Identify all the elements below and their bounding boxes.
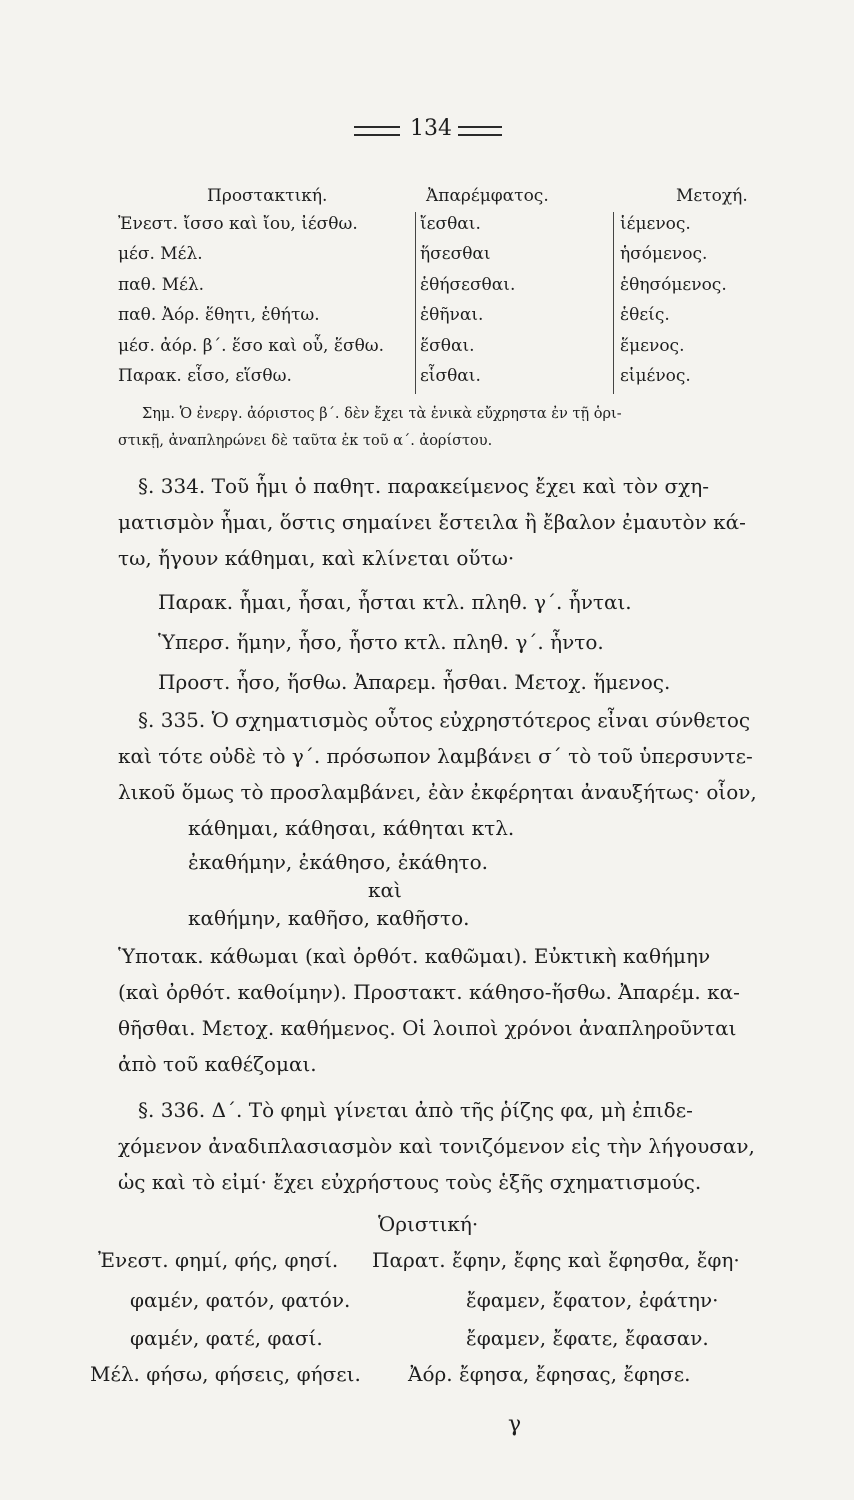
table-cell: ἱέμενος. [620,214,691,234]
table-header-infinitive: Ἀπαρέμφατος. [426,186,549,206]
header-rule-right-2 [458,134,502,136]
form-line: Ὑπερσ. ἥμην, ἧσο, ἧστο κτλ. πληθ. γ΄. ἧντο. [158,630,604,654]
form-line: Μέλ. φήσω, φήσεις, φήσει. [90,1362,361,1386]
paragraph-line: §. 336. Δ΄. Τὸ φημὶ γίνεται ἀπὸ τῆς ῥίζης φα, μὴ ἐπιδε- [138,1098,693,1122]
form-line: ἔφαμεν, ἔφατον, ἐφάτην· [466,1288,719,1312]
paragraph-line: καὶ τότε οὐδὲ τὸ γ΄. πρόσωπον λαμβάνει σ΄ τὸ τοῦ ὑπερσυντε- [118,744,753,768]
header-rule-left [354,126,400,128]
table-cell: παθ. Ἀόρ. ἕθητι, ἑθήτω. [118,305,320,325]
header-rule-left-2 [354,134,400,136]
table-cell: ἴεσθαι. [420,214,481,234]
table-cell: παθ. Μέλ. [118,275,205,295]
paragraph-line: §. 335. Ὁ σχηματισμὸς οὗτος εὐχρηστότερος εἶναι σύνθετος [138,708,751,732]
form-line: ἔφαμεν, ἔφατε, ἔφασαν. [466,1326,709,1350]
table-cell: εἷσθαι. [420,366,481,386]
paragraph-line: Ὑποτακ. κάθωμαι (καὶ ὀρθότ. καθῶμαι). Εὐκτικὴ καθήμην [118,944,711,968]
paragraph-line: ὡς καὶ τὸ εἰμί· ἔχει εὐχρήστους τοὺς ἑξῆς σχηματισμούς. [118,1170,702,1194]
subheading: Ὁριστική· [378,1212,479,1236]
column-divider-1 [415,212,416,394]
table-cell: ἕμενος. [620,336,685,356]
table-cell: ἡσόμενος. [620,244,708,264]
table-cell: μέσ. Μέλ. [118,244,203,264]
table-header-participle: Μετοχή. [676,186,748,206]
form-line: φαμέν, φατέ, φασί. [130,1326,323,1350]
note-line: στικῇ, ἀναπληρώνει δὲ ταῦτα ἐκ τοῦ α΄. ἀορίστου. [118,433,493,449]
note-line: Σημ. Ὁ ἐνεργ. ἀόριστος β΄. δὲν ἔχει τὰ ἑνικὰ εὔχρηστα ἐν τῇ ὁρι- [142,406,622,422]
table-cell: μέσ. ἀόρ. β΄. ἕσο καὶ οὗ, ἕσθω. [118,336,385,356]
table-header-imperative: Προστακτική. [207,186,328,206]
table-cell: Παρακ. εἷσο, εἵσθω. [118,366,292,386]
signature-mark: γ [508,1412,522,1437]
table-cell: εἱμένος. [620,366,691,386]
paragraph-line: χόμενον ἀναδιπλασιασμὸν καὶ τονιζόμενον εἰς τὴν λήγουσαν, [118,1134,755,1158]
paragraph-line: §. 334. Τοῦ ἧμι ὁ παθητ. παρακείμενος ἔχει καὶ τὸν σχη- [138,474,710,498]
paragraph-line: τω, ἤγουν κάθημαι, καὶ κλίνεται οὕτω· [118,546,515,570]
paragraph-line: ματισμὸν ἧμαι, ὅστις σημαίνει ἔστειλα ἢ ἔβαλον ἐμαυτὸν κά- [118,510,746,534]
form-line: καὶ [368,878,402,902]
form-line: φαμέν, φατόν, φατόν. [130,1288,351,1312]
table-cell: ἑθείς. [620,305,670,325]
form-line: Ἀόρ. ἔφησα, ἔφησας, ἔφησε. [408,1362,691,1386]
form-line: Προστ. ἧσο, ἥσθω. Ἀπαρεμ. ἧσθαι. Μετοχ. ἥμενος. [158,670,671,694]
form-line: κάθημαι, κάθησαι, κάθηται κτλ. [188,816,515,840]
table-cell: ἥσεσθαι [420,244,491,264]
paragraph-line: λικοῦ ὅμως τὸ προσλαμβάνει, ἐὰν ἐκφέρηται ἀναυξήτως· οἷον, [118,780,757,804]
form-line: Ἐνεστ. φημί, φής, φησί. [98,1248,339,1272]
column-divider-2 [613,212,614,394]
form-line: καθήμην, καθῆσο, καθῆστο. [188,906,470,930]
paragraph-line: (καὶ ὀρθότ. καθοίμην). Προστακτ. κάθησο-ἥσθω. Ἀπαρέμ. κα- [118,980,740,1004]
form-line: ἐκαθήμην, ἐκάθησο, ἐκάθητο. [188,850,489,874]
paragraph-line: θῆσθαι. Μετοχ. καθήμενος. Οἱ λοιποὶ χρόνοι ἀναπληροῦνται [118,1016,737,1040]
paragraph-line: ἀπὸ τοῦ καθέζομαι. [118,1052,317,1076]
form-line: Παρατ. ἔφην, ἔφης καὶ ἔφησθα, ἔφη· [372,1248,740,1272]
table-cell: ἑθήσεσθαι. [420,275,516,295]
form-line: Παρακ. ἧμαι, ἧσαι, ἧσται κτλ. πληθ. γ΄. ἧνται. [158,590,632,614]
table-cell: ἑθησόμενος. [620,275,727,295]
table-cell: ἑθῆναι. [420,305,484,325]
table-cell: ἕσθαι. [420,336,475,356]
table-cell: Ἐνεστ. ἴσσο καὶ ἴου, ἰέσθω. [118,214,358,234]
header-rule-right [458,126,502,128]
page-number: 134 [410,116,452,141]
